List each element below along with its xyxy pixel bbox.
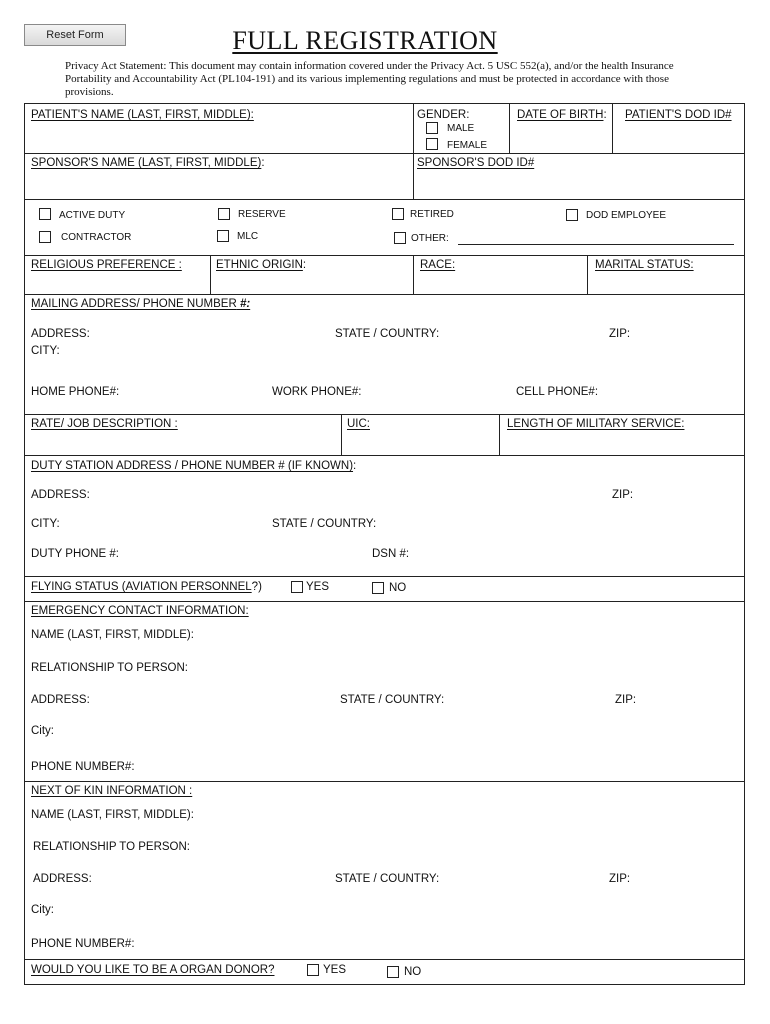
flying-status-label xyxy=(31,581,262,593)
sponsor-name-label xyxy=(31,157,265,169)
dod-employee-checkbox[interactable] xyxy=(566,209,578,221)
flying-status-label-text: FLYING STATUS (AVIATION PERSONNEL xyxy=(31,581,252,593)
flying-status-label-suffix: ?) xyxy=(251,581,262,593)
sponsor-dod-label: SPONSOR'S DOD ID# xyxy=(417,157,535,169)
kin-state-label: STATE / COUNTRY: xyxy=(335,873,440,885)
ethnic-origin-label xyxy=(216,259,306,271)
sponsor-name-label-colon: : xyxy=(261,157,265,169)
duty-station-header-colon: : xyxy=(353,460,357,472)
work-phone-label: WORK PHONE#: xyxy=(272,386,362,398)
mailing-state-label: STATE / COUNTRY: xyxy=(335,328,440,340)
emergency-contact-header: EMERGENCY CONTACT INFORMATION: xyxy=(31,605,249,617)
duty-city-label: CITY: xyxy=(31,518,60,530)
gender-male-label: MALE xyxy=(447,123,475,134)
sponsor-name-label-text: SPONSOR'S NAME (LAST, FIRST, MIDDLE) xyxy=(31,157,262,169)
emergency-address-label: ADDRESS: xyxy=(31,694,90,706)
mailing-header-text: MAILING ADDRESS/ PHONE NUMBER xyxy=(31,298,237,310)
divider xyxy=(24,781,745,782)
cell-phone-label: CELL PHONE#: xyxy=(516,386,599,398)
divider xyxy=(24,294,745,295)
form-title: FULL REGISTRATION xyxy=(232,26,498,55)
active-duty-label: ACTIVE DUTY xyxy=(59,210,126,221)
rate-job-label: RATE/ JOB DESCRIPTION : xyxy=(31,418,178,430)
mlc-label: MLC xyxy=(237,231,259,242)
kin-name-label: NAME (LAST, FIRST, MIDDLE): xyxy=(31,809,194,821)
duty-station-header xyxy=(31,460,356,472)
kin-zip-label: ZIP: xyxy=(609,873,631,885)
divider xyxy=(24,959,745,960)
marital-status-label: MARITAL STATUS: xyxy=(595,259,694,271)
next-of-kin-header: NEXT OF KIN INFORMATION : xyxy=(31,785,193,797)
donor-no-checkbox[interactable] xyxy=(387,966,399,978)
military-service-length-label: LENGTH OF MILITARY SERVICE: xyxy=(507,418,685,430)
flying-no-checkbox[interactable] xyxy=(372,582,384,594)
active-duty-checkbox[interactable] xyxy=(39,208,51,220)
mailing-city-label: CITY: xyxy=(31,345,60,357)
kin-phone-label: PHONE NUMBER#: xyxy=(31,938,135,950)
duty-state-label: STATE / COUNTRY: xyxy=(272,518,377,530)
other-input-line[interactable] xyxy=(458,244,734,245)
emergency-state-label: STATE / COUNTRY: xyxy=(340,694,445,706)
other-label: OTHER: xyxy=(411,233,449,244)
dob-label-text: DATE OF BIRTH xyxy=(517,109,604,121)
mailing-header xyxy=(31,298,250,310)
religious-preference-label: RELIGIOUS PREFERENCE : xyxy=(31,259,182,271)
donor-no-label: NO xyxy=(404,966,422,978)
divider xyxy=(413,255,414,294)
emergency-city-label: City: xyxy=(31,725,54,737)
divider xyxy=(24,199,745,200)
divider xyxy=(24,153,745,154)
divider xyxy=(24,255,745,256)
divider xyxy=(587,255,588,294)
divider xyxy=(24,455,745,456)
donor-yes-label: YES xyxy=(323,964,347,976)
mailing-header-suffix: #: xyxy=(236,298,251,310)
reset-form-button[interactable]: Reset Form xyxy=(24,24,126,46)
kin-address-label: ADDRESS: xyxy=(33,873,92,885)
emergency-zip-label: ZIP: xyxy=(615,694,637,706)
divider xyxy=(24,414,745,415)
duty-station-header-text: DUTY STATION ADDRESS / PHONE NUMBER # (IF KNOWN) xyxy=(31,460,354,472)
donor-yes-checkbox[interactable] xyxy=(307,964,319,976)
ethnic-origin-label-colon: : xyxy=(302,259,307,271)
retired-checkbox[interactable] xyxy=(392,208,404,220)
dod-employee-label: DOD EMPLOYEE xyxy=(586,210,667,221)
divider xyxy=(24,601,745,602)
divider xyxy=(210,255,211,294)
retired-label: RETIRED xyxy=(410,209,454,220)
contractor-label: CONTRACTOR xyxy=(61,232,132,243)
organ-donor-label: WOULD YOU LIKE TO BE A ORGAN DONOR? xyxy=(31,964,275,976)
divider xyxy=(612,103,613,153)
other-checkbox[interactable] xyxy=(394,232,406,244)
divider xyxy=(509,103,510,153)
flying-no-label: NO xyxy=(389,582,407,594)
mailing-address-label: ADDRESS: xyxy=(31,328,90,340)
home-phone-label: HOME PHONE#: xyxy=(31,386,120,398)
privacy-statement: Privacy Act Statement: This document may contain information covered under the Privacy Act. 5 USC 552(a), and/or the health Insurance Portability and Accountability Act (PL104-191) and its various implementing regulations and must be protected in accordance with those provisions. xyxy=(65,60,674,98)
divider xyxy=(341,414,342,455)
gender-female-label: FEMALE xyxy=(447,140,488,151)
emergency-name-label: NAME (LAST, FIRST, MIDDLE): xyxy=(31,629,194,641)
ethnic-origin-label-text: ETHNIC ORIGIN xyxy=(216,259,303,271)
duty-phone-label: DUTY PHONE #: xyxy=(31,548,119,560)
contractor-checkbox[interactable] xyxy=(39,231,51,243)
gender-male-checkbox[interactable] xyxy=(426,122,438,134)
emergency-relationship-label: RELATIONSHIP TO PERSON: xyxy=(31,662,188,674)
dob-label xyxy=(517,109,607,121)
mlc-checkbox[interactable] xyxy=(217,230,229,242)
patient-name-label: PATIENT'S NAME (LAST, FIRST, MIDDLE): xyxy=(31,109,254,121)
divider xyxy=(24,576,745,577)
emergency-phone-label: PHONE NUMBER#: xyxy=(31,761,135,773)
divider xyxy=(499,414,500,455)
dob-label-colon: : xyxy=(603,109,607,121)
kin-city-label: City: xyxy=(31,904,54,916)
gender-label: GENDER: xyxy=(417,109,470,121)
mailing-zip-label: ZIP: xyxy=(609,328,631,340)
flying-yes-checkbox[interactable] xyxy=(291,581,303,593)
race-label: RACE: xyxy=(420,259,456,271)
flying-yes-label: YES xyxy=(306,581,330,593)
reserve-checkbox[interactable] xyxy=(218,208,230,220)
dsn-label: DSN #: xyxy=(372,548,410,560)
duty-zip-label: ZIP: xyxy=(612,489,634,501)
uic-label: UIC: xyxy=(347,418,370,430)
duty-address-label: ADDRESS: xyxy=(31,489,90,501)
gender-female-checkbox[interactable] xyxy=(426,138,438,150)
patient-dod-label: PATIENT'S DOD ID# xyxy=(625,109,732,121)
reserve-label: RESERVE xyxy=(238,209,286,220)
kin-relationship-label: RELATIONSHIP TO PERSON: xyxy=(33,841,190,853)
divider xyxy=(413,103,414,199)
